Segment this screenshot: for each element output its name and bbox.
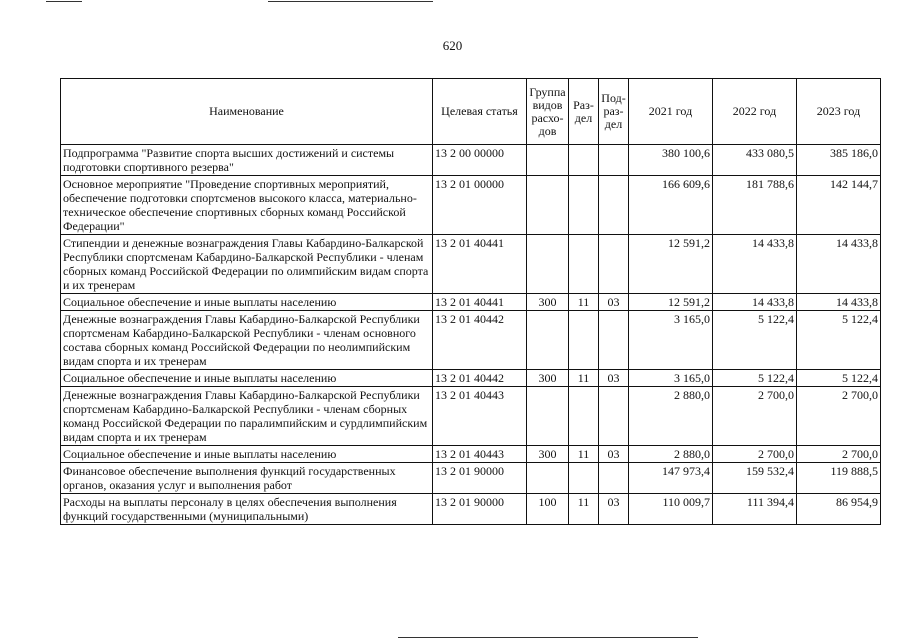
table-row — [61, 311, 881, 370]
column-header-target: Целевая статья — [433, 79, 527, 145]
column-header-2023: 2023 год — [797, 79, 881, 145]
table-header-row — [61, 79, 881, 145]
row-2023: 2 700,0 — [797, 446, 881, 463]
row-2021: 12 591,2 — [629, 294, 713, 311]
row-name: Социальное обеспечение и иные выплаты населению — [61, 294, 433, 311]
row-target: 13 2 00 00000 — [433, 145, 527, 176]
row-group — [527, 145, 569, 176]
row-group: 100 — [527, 494, 569, 525]
row-subsection — [599, 176, 629, 235]
row-section — [569, 145, 599, 176]
table-row — [61, 176, 881, 235]
page-number: 620 — [442, 38, 463, 53]
table-row — [61, 446, 881, 463]
row-2023: 385 186,0 — [797, 145, 881, 176]
row-group: 300 — [527, 446, 569, 463]
row-target: 13 2 01 90000 — [433, 463, 527, 494]
row-target: 13 2 01 40442 — [433, 311, 527, 370]
column-header-name: Наименование — [61, 79, 433, 145]
row-subsection — [599, 463, 629, 494]
row-2023: 86 954,9 — [797, 494, 881, 525]
column-header-2021: 2021 год — [629, 79, 713, 145]
row-subsection: 03 — [599, 446, 629, 463]
row-name: Расходы на выплаты персоналу в целях обеспечения выполнения функций государственными (муниципальными) — [61, 494, 433, 525]
row-name: Социальное обеспечение и иные выплаты населению — [61, 370, 433, 387]
table-row — [61, 463, 881, 494]
row-subsection — [599, 145, 629, 176]
row-group — [527, 463, 569, 494]
row-2021: 3 165,0 — [629, 370, 713, 387]
row-2021: 12 591,2 — [629, 235, 713, 294]
row-2021: 147 973,4 — [629, 463, 713, 494]
row-section — [569, 311, 599, 370]
row-group: 300 — [527, 370, 569, 387]
row-2021: 2 880,0 — [629, 446, 713, 463]
row-target: 13 2 01 00000 — [433, 176, 527, 235]
row-2023: 142 144,7 — [797, 176, 881, 235]
row-2023: 14 433,8 — [797, 235, 881, 294]
row-group — [527, 311, 569, 370]
row-2023: 5 122,4 — [797, 370, 881, 387]
row-subsection: 03 — [599, 294, 629, 311]
row-section: 11 — [569, 370, 599, 387]
row-name: Финансовое обеспечение выполнения функций государственных органов, оказания услуг и выполнения работ — [61, 463, 433, 494]
table-row — [61, 387, 881, 446]
budget-table — [60, 78, 881, 525]
row-target: 13 2 01 40442 — [433, 370, 527, 387]
row-name: Стипендии и денежные вознаграждения Главы Кабардино-Балкарской Республики спортсменам Кабардино-Балкарской Республики - членам сборных команд Российской Федерации по олимпийским видам спорта и их тренерам — [61, 235, 433, 294]
table-row — [61, 294, 881, 311]
table-row — [61, 235, 881, 294]
row-2022: 159 532,4 — [713, 463, 797, 494]
row-target: 13 2 01 90000 — [433, 494, 527, 525]
scan-mark-top-left — [46, 1, 82, 2]
row-2023: 14 433,8 — [797, 294, 881, 311]
row-subsection — [599, 311, 629, 370]
row-2021: 110 009,7 — [629, 494, 713, 525]
column-header-section: Раз-дел — [569, 79, 599, 145]
row-2021: 166 609,6 — [629, 176, 713, 235]
row-subsection: 03 — [599, 370, 629, 387]
row-target: 13 2 01 40441 — [433, 294, 527, 311]
row-section: 11 — [569, 494, 599, 525]
row-section: 11 — [569, 294, 599, 311]
column-header-group: Группа видов расхо-дов — [527, 79, 569, 145]
row-target: 13 2 01 40443 — [433, 387, 527, 446]
row-2022: 181 788,6 — [713, 176, 797, 235]
row-2022: 14 433,8 — [713, 294, 797, 311]
row-section — [569, 235, 599, 294]
row-2022: 433 080,5 — [713, 145, 797, 176]
scan-mark-top-right — [268, 1, 433, 2]
row-2022: 5 122,4 — [713, 370, 797, 387]
row-section — [569, 463, 599, 494]
table-row — [61, 145, 881, 176]
row-2023: 2 700,0 — [797, 387, 881, 446]
row-section: 11 — [569, 446, 599, 463]
row-group — [527, 176, 569, 235]
row-target: 13 2 01 40443 — [433, 446, 527, 463]
row-name: Социальное обеспечение и иные выплаты населению — [61, 446, 433, 463]
row-2022: 2 700,0 — [713, 446, 797, 463]
scan-mark-bottom — [398, 637, 698, 638]
row-2023: 5 122,4 — [797, 311, 881, 370]
row-2022: 14 433,8 — [713, 235, 797, 294]
row-2022: 111 394,4 — [713, 494, 797, 525]
row-2022: 5 122,4 — [713, 311, 797, 370]
column-header-2022: 2022 год — [713, 79, 797, 145]
row-section — [569, 387, 599, 446]
table-row — [61, 370, 881, 387]
row-2021: 3 165,0 — [629, 311, 713, 370]
row-section — [569, 176, 599, 235]
row-group — [527, 387, 569, 446]
row-subsection — [599, 235, 629, 294]
row-2022: 2 700,0 — [713, 387, 797, 446]
table-row — [61, 494, 881, 525]
row-group: 300 — [527, 294, 569, 311]
row-2021: 2 880,0 — [629, 387, 713, 446]
row-name: Денежные вознаграждения Главы Кабардино-Балкарской Республики спортсменам Кабардино-Балкарской Республики - членам основного состава сборных команд Российской Федерации по неолимпийским видам спорта и их тренерам — [61, 311, 433, 370]
row-name: Денежные вознаграждения Главы Кабардино-Балкарской Республики спортсменам Кабардино-Балкарской Республики - членам сборных команд Российской Федерации по паралимпийским и сурдлимпийским видам спорта и их тренерам — [61, 387, 433, 446]
row-group — [527, 235, 569, 294]
column-header-subsection: Под-раз-дел — [599, 79, 629, 145]
row-name: Основное мероприятие "Проведение спортивных мероприятий, обеспечение подготовки спортсменов высокого класса, материально-техническое обеспечение спортивных сборных команд Российской Федерации" — [61, 176, 433, 235]
row-2023: 119 888,5 — [797, 463, 881, 494]
row-target: 13 2 01 40441 — [433, 235, 527, 294]
row-subsection — [599, 387, 629, 446]
row-2021: 380 100,6 — [629, 145, 713, 176]
row-name: Подпрограмма "Развитие спорта высших достижений и системы подготовки спортивного резерва" — [61, 145, 433, 176]
row-subsection: 03 — [599, 494, 629, 525]
